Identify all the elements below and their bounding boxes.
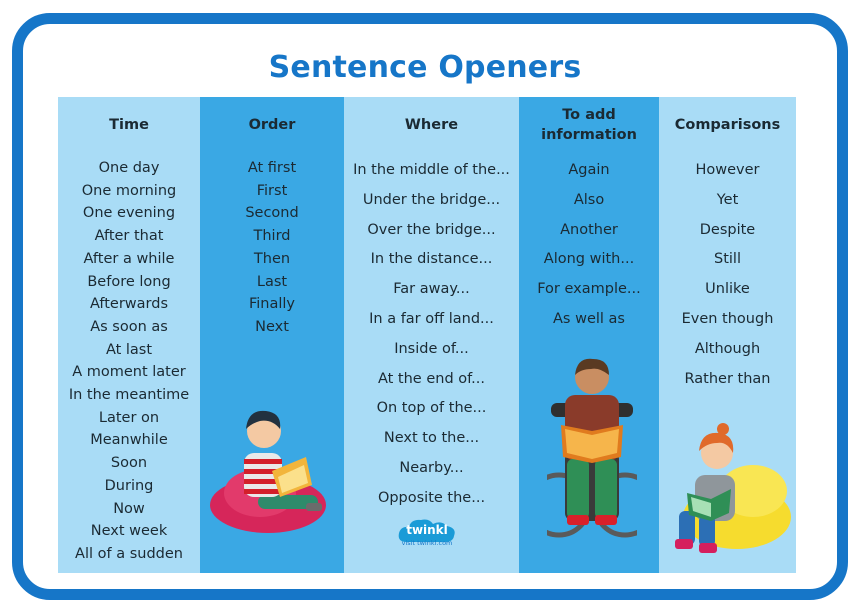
list-item: First xyxy=(256,182,288,199)
list-item: Far away... xyxy=(393,281,470,298)
list-item: Next to the... xyxy=(383,430,480,447)
list-item: However xyxy=(695,162,760,178)
list-item: Last xyxy=(256,273,288,290)
list-item: At the end of... xyxy=(377,370,486,387)
list-item: Later on xyxy=(98,409,160,426)
list-item: Soon xyxy=(110,455,148,472)
list-item: Third xyxy=(253,228,291,245)
list-item: As soon as xyxy=(90,318,168,335)
girl-reading-on-beanbag-icon xyxy=(665,415,791,555)
list-item: A moment later xyxy=(72,364,186,381)
list-item: In the meantime xyxy=(68,387,190,404)
list-item: Under the bridge... xyxy=(362,191,501,208)
list-item: At first xyxy=(247,160,297,176)
list-item: In a far off land... xyxy=(369,310,494,327)
column-to-add-information xyxy=(519,97,659,573)
list-item: In the middle of the... xyxy=(353,162,510,178)
column-comparisons xyxy=(659,97,796,573)
boy-reading-on-beanbag-icon xyxy=(208,397,334,537)
list-item: All of a sudden xyxy=(75,545,183,562)
boy-in-wheelchair-reading-icon xyxy=(547,355,637,551)
list-item: Even though xyxy=(681,310,774,327)
logo-url: visit twinkl.com xyxy=(401,539,453,547)
list-item: Now xyxy=(113,500,145,517)
list-item: Finally xyxy=(248,296,296,313)
list-item: Second xyxy=(245,205,299,222)
comparisons-list xyxy=(659,156,796,394)
list-item: Despite xyxy=(699,221,756,238)
list-item: Then xyxy=(253,250,291,267)
list-item: As well as xyxy=(553,310,625,327)
list-item: Although xyxy=(694,340,761,357)
list-item: During xyxy=(104,477,154,494)
list-item: Rather than xyxy=(684,370,771,387)
column-heading-to-add-information xyxy=(519,97,659,153)
heading-line-1: To add xyxy=(562,107,616,123)
list-item: Next week xyxy=(90,523,168,540)
list-item: Opposite the... xyxy=(377,489,486,506)
list-item: Unlike xyxy=(705,281,750,298)
column-heading-time: Time xyxy=(109,117,149,133)
column-order xyxy=(200,97,344,573)
list-item: Before long xyxy=(87,273,171,290)
column-heading-where: Where xyxy=(404,117,459,133)
list-item: After that xyxy=(94,228,164,245)
list-item: Another xyxy=(560,221,618,238)
list-item: On top of the... xyxy=(376,400,487,417)
list-item: Inside of... xyxy=(394,340,469,357)
list-item: Along with... xyxy=(543,251,635,268)
logo-text: twinkl xyxy=(406,523,448,537)
column-heading-comparisons: Comparisons xyxy=(674,117,781,133)
list-item: Over the bridge... xyxy=(367,221,496,238)
list-item: Again xyxy=(568,162,610,178)
list-item: One evening xyxy=(82,205,176,222)
column-heading-order: Order xyxy=(248,117,296,133)
list-item: Next xyxy=(255,318,289,335)
list-item: Yet xyxy=(716,191,739,208)
order-list xyxy=(200,157,344,339)
time-list xyxy=(58,157,200,566)
column-time xyxy=(58,97,200,573)
list-item: Still xyxy=(714,251,741,268)
list-item: In the distance... xyxy=(370,251,493,268)
list-item: After a while xyxy=(83,250,175,267)
add-info-list xyxy=(519,156,659,335)
list-item: Afterwards xyxy=(89,296,169,313)
list-item: One day xyxy=(98,160,160,176)
list-item: Also xyxy=(573,191,605,208)
where-list xyxy=(344,156,519,514)
list-item: At last xyxy=(105,341,153,358)
list-item: Meanwhile xyxy=(90,432,168,449)
twinkl-logo xyxy=(397,518,457,547)
heading-line-2: information xyxy=(541,127,637,143)
list-item: One morning xyxy=(81,182,177,199)
list-item: Nearby... xyxy=(399,459,464,476)
page-title: Sentence Openers xyxy=(268,50,582,85)
column-where xyxy=(344,97,519,573)
list-item: For example... xyxy=(537,281,641,298)
